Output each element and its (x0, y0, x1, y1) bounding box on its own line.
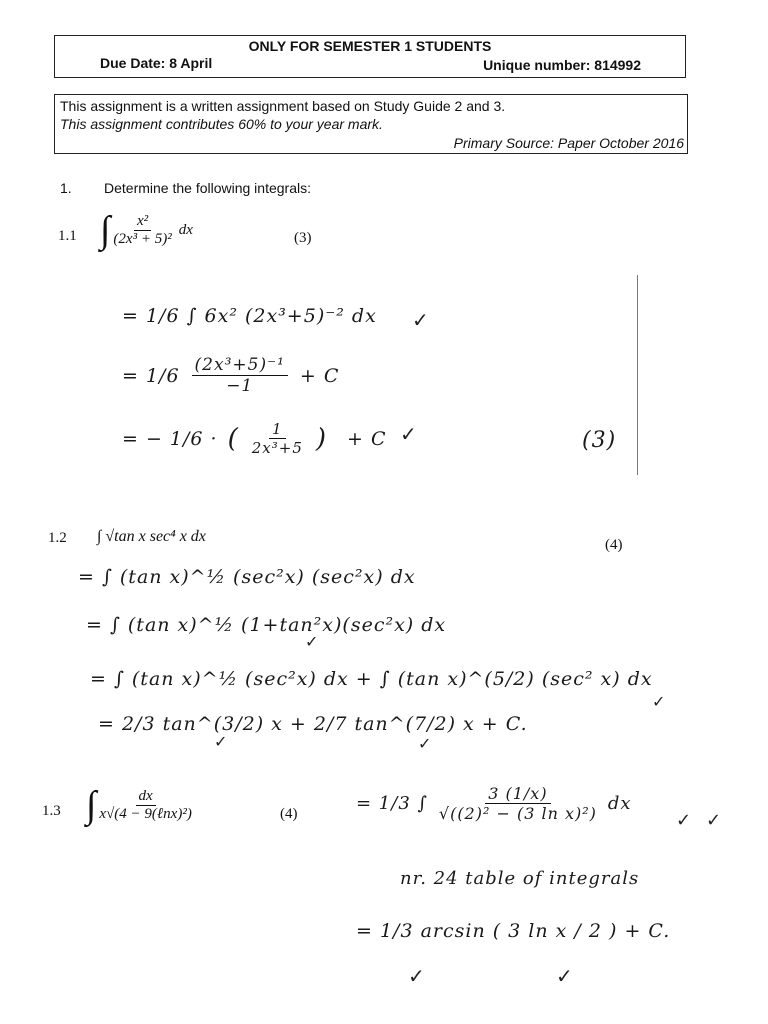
q1-1-line3-prefix: = − 1/6 · (122, 427, 218, 450)
q1-3-line1-num: 3 (1/x) (485, 784, 550, 804)
header-box (54, 35, 686, 78)
unique-number: Unique number: 814992 (483, 57, 641, 73)
q1-1-line2-fraction (192, 355, 288, 396)
q1-1-line2-prefix: = 1/6 (122, 364, 180, 387)
check-mark-icon: ✓ (706, 810, 722, 831)
q1-2-work-line-4: = 2/3 tan^(3/2) x + 2/7 tan^(7/2) x + C. (98, 713, 528, 735)
q1-1-line3-suffix: + C (347, 427, 387, 450)
q1-3-integral (86, 785, 195, 825)
q1-1-work-line-2 (122, 355, 339, 396)
q1-2-marks: (4) (605, 537, 623, 553)
q1-1-line3-num: 1 (269, 420, 286, 439)
q1-3-line1-suffix: dx (607, 793, 632, 814)
q1-2-work-line-1: = ∫ (tan x)^½ (sec²x) (sec²x) dx (78, 566, 416, 588)
check-mark-icon: ✓ (418, 734, 432, 753)
primary-source: Primary Source: Paper October 2016 (453, 135, 684, 151)
q1-3-denominator: x√(4 − 9(ℓnx)²) (99, 805, 192, 822)
q1-1-numerator: x² (134, 213, 151, 231)
q1-1-fraction (110, 213, 174, 248)
q1-2-number: 1.2 (48, 530, 67, 546)
integral-sign-icon: ∫ (100, 209, 111, 251)
q1-3-number: 1.3 (42, 803, 61, 819)
check-mark-icon: ✓ (556, 964, 573, 988)
q1-3-work-line-1 (356, 784, 632, 823)
q1-2-work-line-2: = ∫ (tan x)^½ (1+tan²x)(sec²x) dx (86, 614, 447, 636)
q1-1-work-line-3: = − 1/6 · ( $\frac{1}{\text{2x³+5}}$ ) + C (122, 420, 387, 457)
q1-3-marks: (4) (280, 806, 298, 822)
integral-sign-icon: ∫ (86, 784, 97, 826)
check-mark-icon: ✓ (408, 964, 425, 988)
q1-1-line2-suffix: + C (299, 364, 340, 387)
question-prompt: Determine the following integrals: (104, 180, 311, 196)
check-mark-icon: ✓ (412, 308, 429, 332)
q1-3-line1-prefix: = 1/3 ∫ (356, 793, 428, 814)
due-date: Due Date: 8 April (100, 55, 213, 71)
q1-1-number: 1.1 (58, 228, 77, 244)
q1-1-line3-fraction (249, 420, 306, 457)
q1-1-work-line-1: = 1/6 ∫ 6x² (2x³+5)⁻² dx (122, 305, 377, 327)
info-line-1: This assignment is a written assignment based on Study Guide 2 and 3. (60, 98, 506, 114)
q1-1-integral (100, 210, 193, 250)
q1-3-note: nr. 24 table of integrals (400, 868, 640, 889)
q1-1-marks: (3) (294, 230, 312, 246)
q1-1-dx: dx (178, 221, 193, 238)
q1-3-line1-fraction (436, 784, 600, 823)
q1-2-integral: ∫ √tan x sec⁴ x dx (97, 528, 206, 545)
check-mark-icon: ✓ (305, 632, 319, 651)
q1-1-denominator: (2x³ + 5)² (113, 230, 172, 247)
info-line-2: This assignment contributes 60% to your year mark. (60, 116, 383, 132)
q1-1-line2-num: (2x³+5)⁻¹ (192, 355, 288, 376)
question-number: 1. (60, 180, 72, 196)
q1-1-line3-den: 2x³+5 (251, 439, 303, 457)
q1-3-fraction (96, 788, 194, 823)
q1-1-line2-den: −1 (226, 376, 254, 396)
check-mark-icon: ✓ (652, 692, 666, 711)
info-box (54, 94, 688, 154)
check-mark-icon: ✓ (214, 732, 228, 751)
header-title: ONLY FOR SEMESTER 1 STUDENTS (248, 38, 492, 54)
check-mark-icon: ✓ (676, 810, 692, 831)
q1-1-score: (3) (582, 428, 617, 453)
q1-3-numerator: dx (136, 788, 156, 806)
q1-3-work-line-2: = 1/3 arcsin ( 3 ln x / 2 ) + C. (356, 920, 671, 942)
q1-2-work-line-3: = ∫ (tan x)^½ (sec²x) dx + ∫ (tan x)^(5/2) (sec² x) dx (90, 668, 653, 690)
check-mark-icon: ✓ (400, 422, 417, 446)
margin-line (637, 275, 638, 475)
q1-3-line1-den: √((2)² − (3 ln x)²) (438, 804, 597, 823)
